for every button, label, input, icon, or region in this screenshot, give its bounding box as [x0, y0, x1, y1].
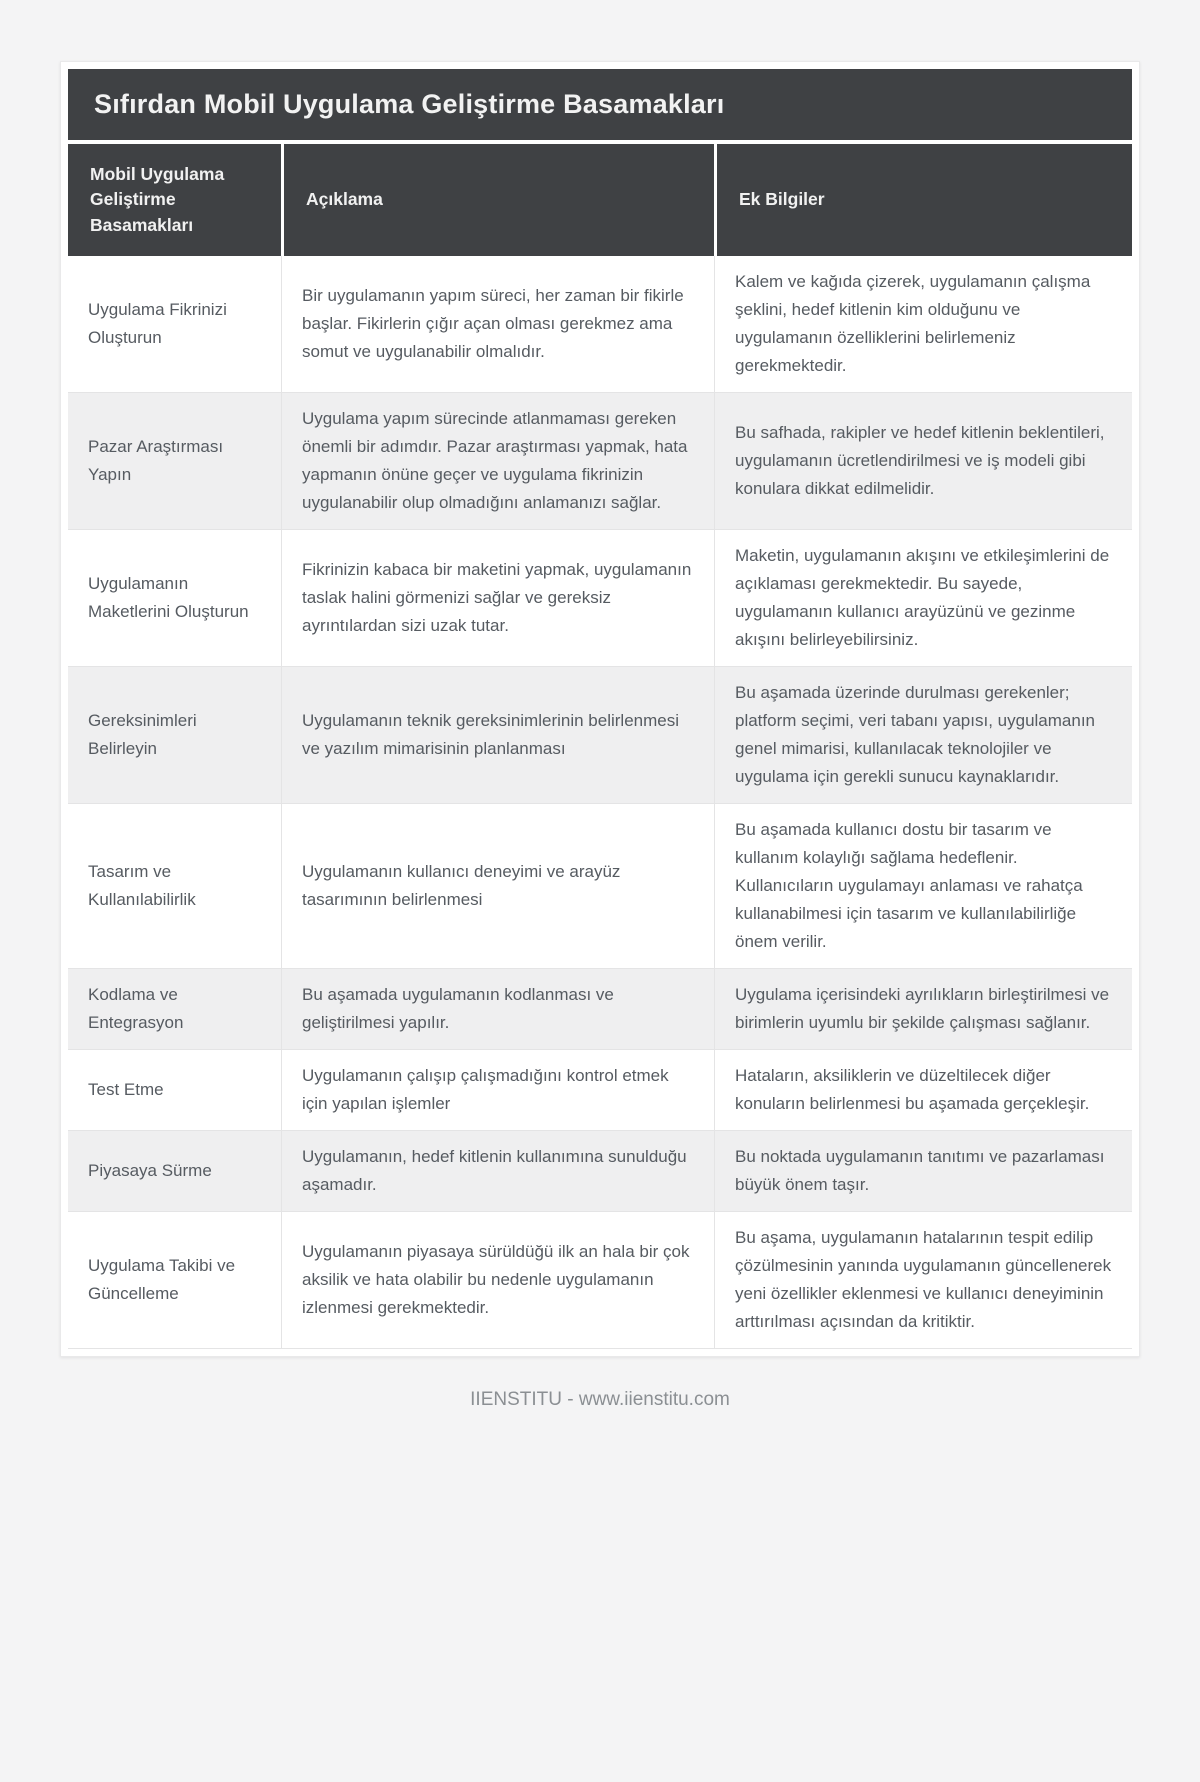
- table-header: [68, 144, 1132, 256]
- step-cell: Uygulama Fikrinizi Oluşturun: [68, 256, 281, 393]
- content-card: [60, 61, 1140, 1357]
- extra-info-cell: Bu aşama, uygulamanın hatalarının tespit edilip çözülmesinin yanında uygulamanın güncellenerek yeni özellikler eklenmesi ve kullanıcı deneyiminin arttırılması açısından da kritiktir.: [714, 1212, 1132, 1349]
- extra-info-cell: Bu noktada uygulamanın tanıtımı ve pazarlaması büyük önem taşır.: [714, 1131, 1132, 1212]
- step-cell: Pazar Araştırması Yapın: [68, 393, 281, 530]
- description-cell: Bir uygulamanın yapım süreci, her zaman bir fikirle başlar. Fikirlerin çığır açan olması gerekmez ama somut ve uygulanabilir olmalıdır.: [281, 256, 714, 393]
- description-cell: Uygulamanın, hedef kitlenin kullanımına sunulduğu aşamadır.: [281, 1131, 714, 1212]
- table-row: [68, 393, 1132, 530]
- extra-info-cell: Kalem ve kağıda çizerek, uygulamanın çalışma şeklini, hedef kitlenin kim olduğunu ve uygulamanın özelliklerini belirlemeniz gerekmektedir.: [714, 256, 1132, 393]
- extra-info-cell: Bu safhada, rakipler ve hedef kitlenin beklentileri, uygulamanın ücretlendirilmesi ve iş modeli gibi konulara dikkat edilmelidir.: [714, 393, 1132, 530]
- step-cell: Piyasaya Sürme: [68, 1131, 281, 1212]
- step-cell: Gereksinimleri Belirleyin: [68, 667, 281, 804]
- table-row: [68, 667, 1132, 804]
- table-row: [68, 1212, 1132, 1349]
- extra-info-cell: Bu aşamada kullanıcı dostu bir tasarım ve kullanım kolaylığı sağlama hedeflenir. Kullanıcıların uygulamayı anlaması ve rahatça kullanabilmesi için tasarım ve kullanılabilirliğe önem verilir.: [714, 804, 1132, 969]
- description-cell: Uygulamanın teknik gereksinimlerinin belirlenmesi ve yazılım mimarisinin planlanması: [281, 667, 714, 804]
- description-cell: Uygulama yapım sürecinde atlanmaması gereken önemli bir adımdır. Pazar araştırması yapmak, hata yapmanın önüne geçer ve uygulama fikrinizin uygulanabilir olup olmadığını anlamanızı sağlar.: [281, 393, 714, 530]
- table-row: [68, 530, 1132, 667]
- table-row: [68, 1131, 1132, 1212]
- column-header-extra-info: Ek Bilgiler: [714, 144, 1132, 256]
- step-cell: Uygulamanın Maketlerini Oluşturun: [68, 530, 281, 667]
- table-row: [68, 1050, 1132, 1131]
- table-row: [68, 256, 1132, 393]
- table-row: [68, 804, 1132, 969]
- extra-info-cell: Uygulama içerisindeki ayrılıkların birleştirilmesi ve birimlerin uyumlu bir şekilde çalışması sağlanır.: [714, 969, 1132, 1050]
- table-row: [68, 969, 1132, 1050]
- description-cell: Uygulamanın kullanıcı deneyimi ve arayüz tasarımının belirlenmesi: [281, 804, 714, 969]
- column-header-steps: Mobil Uygulama Geliştirme Basamakları: [68, 144, 281, 256]
- table-header-row: [68, 144, 1132, 256]
- step-cell: Kodlama ve Entegrasyon: [68, 969, 281, 1050]
- extra-info-cell: Bu aşamada üzerinde durulması gerekenler; platform seçimi, veri tabanı yapısı, uygulamanın genel mimarisi, kullanılacak teknolojiler ve uygulama için gerekli sunucu kaynaklarıdır.: [714, 667, 1132, 804]
- description-cell: Uygulamanın piyasaya sürüldüğü ilk an hala bir çok aksilik ve hata olabilir bu nedenle uygulamanın izlenmesi gerekmektedir.: [281, 1212, 714, 1349]
- steps-table: [68, 144, 1132, 1349]
- extra-info-cell: Maketin, uygulamanın akışını ve etkileşimlerini de açıklaması gerekmektedir. Bu sayede, uygulamanın kullanıcı arayüzünü ve gezinme akışını belirleyebilirsiniz.: [714, 530, 1132, 667]
- description-cell: Fikrinizin kabaca bir maketini yapmak, uygulamanın taslak halini görmenizi sağlar ve gereksiz ayrıntılardan sizi uzak tutar.: [281, 530, 714, 667]
- description-cell: Bu aşamada uygulamanın kodlanması ve geliştirilmesi yapılır.: [281, 969, 714, 1050]
- step-cell: Tasarım ve Kullanılabilirlik: [68, 804, 281, 969]
- site-credit: IIENSTITU - www.iienstitu.com: [470, 1389, 730, 1410]
- column-header-description: Açıklama: [281, 144, 714, 256]
- page-title: Sıfırdan Mobil Uygulama Geliştirme Basamakları: [68, 69, 1132, 140]
- description-cell: Uygulamanın çalışıp çalışmadığını kontrol etmek için yapılan işlemler: [281, 1050, 714, 1131]
- extra-info-cell: Hataların, aksiliklerin ve düzeltilecek diğer konuların belirlenmesi bu aşamada gerçekleşir.: [714, 1050, 1132, 1131]
- step-cell: Uygulama Takibi ve Güncelleme: [68, 1212, 281, 1349]
- table-body: [68, 256, 1132, 1349]
- step-cell: Test Etme: [68, 1050, 281, 1131]
